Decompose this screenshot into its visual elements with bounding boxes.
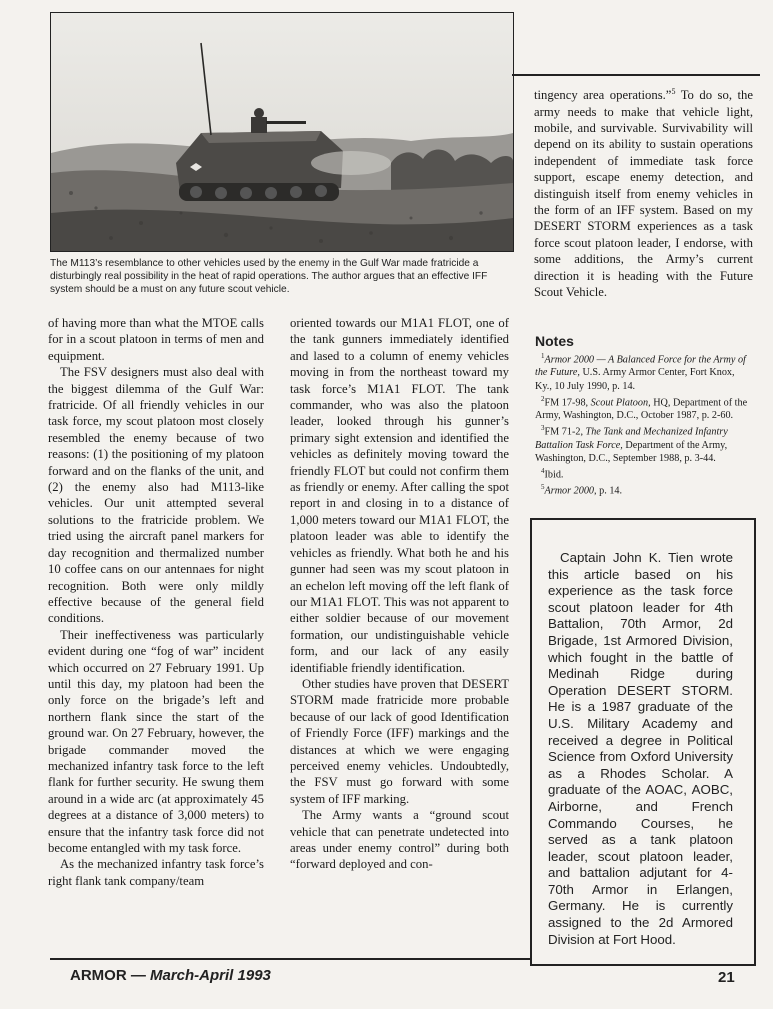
note-item	[535, 422, 753, 465]
note-text: , p. 14.	[594, 485, 623, 497]
note-item	[535, 465, 753, 481]
article-column-2	[290, 315, 509, 873]
paragraph	[534, 84, 753, 301]
m113-photo	[50, 12, 514, 252]
issue-date: March-April 1993	[150, 967, 271, 984]
footer-rule	[50, 958, 530, 960]
note-number: 3	[541, 424, 545, 433]
author-bio	[548, 550, 733, 948]
paragraph: As the mechanized infantry task force’s right flank tank company/team	[48, 857, 264, 888]
article-column-3	[534, 84, 753, 301]
top-right-rule	[512, 74, 760, 76]
paragraph-text: tingency area operations.”	[534, 88, 672, 103]
note-number: 2	[541, 394, 545, 403]
author-bio-text: Captain John K. Tien wrote this article based on his experience as the task force scout platoon leader for 4th Battalion, 70th Armor, 2d Brigade, 1st Armored Division, which fought in the battle of Medinah Ridge during Operation DESERT STORM. He is a 1987 graduate of the U.S. Military Academy and received a degree in Political Science from Oxford University as a Rhodes Scholar. A graduate of the AOAC, AOBC, Airborne, and French Commando Courses, he served as a tank platoon leader, scout platoon leader, and battalion adjutant for 4-70th Armor in Erlangen, Germany. He is currently assigned to the 2d Armored Division at Fort Hood.	[548, 550, 733, 947]
note-number: 4	[541, 466, 545, 475]
paragraph: Their ineffectiveness was particularly evident during one “fog of war” incident which occurred on 27 February 1991. Up until this day, my platoon had been the only force on the brigade’s left and northern flank since the start of the ground war. On 27 February, however, the brigade commander moved the mechanized infantry task force to the left flank for further security. He swung them around in a wide arc (at approximately 45 degrees at a distance of 3,000 meters) to ensure that the infantry task force did not become entangled with my task force.	[48, 627, 264, 855]
article-column-1	[48, 315, 264, 889]
note-number: 1	[541, 352, 545, 360]
m113-photo-illustration	[51, 13, 513, 251]
note-title: Armor 2000	[544, 485, 595, 497]
note-text: U.S. Army Armor Center, Fort Knox, Ky., 10 July 1990, p. 14.	[535, 367, 735, 392]
note-text: HQ, Department of the Army, Washington, D.C., October 1987, p. 2-60.	[535, 397, 748, 422]
note-item	[535, 393, 753, 423]
note-number: 5	[541, 483, 545, 492]
note-item	[535, 481, 753, 497]
note-text: Department of the Army, Washington, D.C., September 1988, p. 3-44.	[535, 439, 728, 464]
photo-caption: The M113’s resemblance to other vehicles used by the enemy in the Gulf War made fratricide a disturbingly real possibility in the heat of rapid operations. The author argues that an effective IFF system should be a must on any future scout vehicle.	[50, 258, 488, 296]
paragraph-text: To do so, the army needs to make that vehicle light, mobile, and survivable. Survivability will depend on its ability to sustain operations independent of immediate task force support, escape enemy detection, and distinguish itself from enemy vehicles in the form of an IFF system. Based on my DESERT STORM experiences as a task force scout platoon leader, I endorse, with some additions, the Army’s current direction it is heading with the Future Scout Vehicle.	[534, 88, 753, 300]
note-text: FM 71-2,	[544, 426, 586, 438]
footnote-ref: 5	[671, 87, 676, 96]
notes-list	[535, 350, 753, 498]
note-item	[535, 350, 753, 393]
magazine-name: ARMOR —	[70, 967, 150, 984]
note-text: FM 17-98,	[544, 397, 591, 409]
paragraph: of having more than what the MTOE calls for in a scout platoon in terms of men and equipment.	[48, 316, 264, 363]
notes-heading: Notes	[535, 333, 574, 349]
paragraph: oriented towards our M1A1 FLOT, one of the tank gunners immediately identified and lased to a column of enemy vehicles moving in from the northeast toward my task force’s M1A1 FLOT. The tank commander, who was also the platoon leader, looked through his gunner’s primary sight extension and identified the vehicles as definitely moving toward the friendly FLOT but could not confirm them as friendly or enemy. After calling the spot report in and closing in to a distance of 1,000 meters toward our M1A1 FLOT, the platoon leader was able to identify the vehicles as friendly. What both he and his gunner had seen was my scout platoon in an echelon left moving off the left flank of our M1A1 FLOT. This was not apparent to either soldier because of our movement formation, our undistinguishable vehicle form, and our lack of any easily identifiable friendly identification.	[290, 316, 509, 675]
page-number: 21	[718, 969, 735, 986]
note-title: Scout Platoon,	[590, 397, 651, 409]
note-title: The Tank and Mechanized Infantry Battalion Task Force,	[535, 426, 728, 451]
paragraph: The Army wants a “ground scout vehicle that can penetrate undetected into areas under enemy control” during both “forward deployed and con-	[290, 808, 509, 872]
paragraph: Other studies have proven that DESERT STORM made fratricide more probable because of our lack of good Identification of Friendly Force (IFF) markings and the distances at which we were engaging perceived enemy vehicles. Undoubtedly, the FSV must go forward with some system of IFF marking.	[290, 676, 509, 806]
note-text: Ibid.	[544, 469, 564, 481]
note-title: Armor 2000 — A Balanced Force for the Army of the Future,	[535, 354, 746, 379]
magazine-footer	[70, 967, 271, 984]
paragraph: The FSV designers must also deal with the biggest dilemma of the Gulf War: fratricide. Of all friendly vehicles in our task force, my scout platoon most closely resembled the enemy because of two reasons: (1) the positioning of my platoon forward and on the flanks of the unit, and (2) the enemy also had M113-like vehicles. Our unit attempted several solutions to the fratricide problem. We tried using the aircraft panel markers for day recognition and thermalized number 10 coffee cans on our antennaes for night recognition. Both were only mildly effective because of the general field conditions.	[48, 365, 264, 626]
